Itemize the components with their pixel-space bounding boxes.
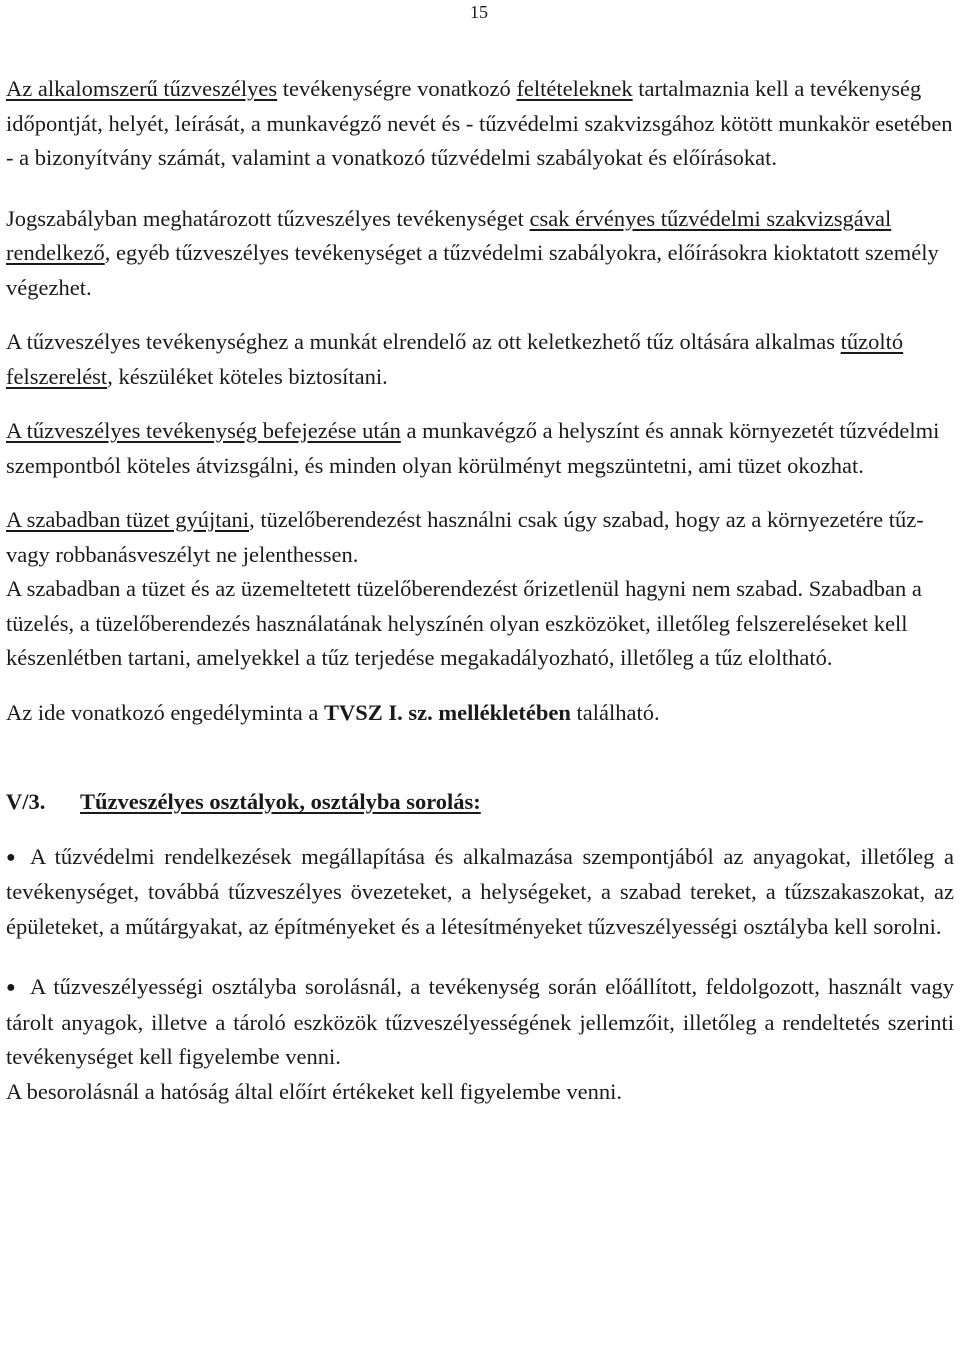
bullet-item-1: [6, 840, 954, 945]
document-body: [6, 72, 954, 1109]
bullet-text: A tűzvédelmi rendelkezések megállapítása és alkalmazása szempontjából az anyagokat, illetőleg a tevékenységet, továbbá tűzveszélyes övezeteket, a helységeket, a szabad tereket, a tűzszakaszokat, az épületeket, a műtárgyakat, az építményeket és a létesítményeket tűzveszélyességi osztályba kell sorolni.: [6, 843, 954, 939]
text-span: A tűzveszélyes tevékenységhez a munkát elrendelő az ott keletkezhető tűz oltására alkalmas: [6, 329, 841, 354]
underlined-text: feltételeknek: [516, 76, 633, 101]
bold-text: mellékletében: [438, 699, 571, 725]
text-span: található.: [570, 699, 660, 725]
paragraph-last: A besorolásnál a hatóság által előírt értékeket kell figyelembe venni.: [6, 1078, 623, 1104]
text-span: , készüléket köteles biztosítani.: [107, 363, 388, 389]
paragraph-3: [6, 325, 954, 394]
text-span: a munkavégző a helyszínt és annak környezetét tűzvédelmi szempontból köteles átvizsgálni, és minden olyan körülményt megszüntetni, ami tüzet okozhat.: [6, 418, 940, 478]
page-number: 15: [470, 2, 488, 22]
text-span: Jogszabályban meghatározott tűzveszélyes tevékenységet: [6, 205, 530, 231]
section-number: V/3.: [6, 789, 46, 814]
underlined-text: csak érvényes tűzvédelmi szakvizsgával rendelkező: [6, 205, 892, 265]
text-span: , egyéb tűzveszélyes tevékenységet a tűzvédelmi szabályokra, előírásokra kioktatott személy végezhet.: [6, 240, 939, 300]
text-span: tartalmaznia kell a tevékenység időpontját, helyét, leírását, a munkavégző nevét és - tűzvédelmi szakvizsgához kötött munkakör esetében - a bizonyítvány számát, valamint a vonatkozó tűzvédelmi szabályokat és előírásokat.: [6, 76, 953, 170]
paragraph-5: [6, 503, 954, 572]
underlined-text: tűzoltó felszerelést: [6, 329, 904, 389]
paragraph-4: [6, 414, 954, 483]
paragraph-2: [6, 202, 954, 306]
bullet-item-2: [6, 970, 954, 1075]
text-span: , tüzelőberendezést használni csak úgy szabad, hogy az a környezetére tűz- vagy robbanásveszélyt ne jelenthessen.: [6, 507, 924, 567]
underlined-text: A szabadban tüzet gyújtani: [6, 507, 250, 532]
paragraph-6: A szabadban a tüzet és az üzemeltetett tüzelőberendezést őrizetlenül hagyni nem szabad. Szabadban a tüzelés, a tüzelőberendezés használatának helyszínén olyan eszközöket, illetőleg felszereléseket kell készenlétben tartani, amelyekkel a tűz terjedése megakadályozható, illetőleg a tűz eloltható.: [6, 576, 922, 670]
section-heading: [6, 785, 954, 820]
text-span: Az ide vonatkozó engedélyminta a: [6, 699, 325, 725]
bold-text: TVSZ I. sz.: [324, 699, 433, 725]
bullet-icon: ●: [6, 979, 16, 996]
bullet-icon: ●: [6, 848, 16, 866]
paragraph-7: [6, 696, 954, 731]
underlined-text: Az alkalomszerű tűzveszélyes: [6, 76, 278, 101]
text-span: tevékenységre vonatkozó: [277, 76, 517, 101]
section-title: Tűzveszélyes osztályok, osztályba sorolás:: [80, 789, 481, 814]
underlined-text: A tűzveszélyes tevékenység befejezése után: [6, 418, 401, 443]
paragraph-1: [6, 72, 954, 176]
bullet-text: A tűzveszélyességi osztályba sorolásnál, a tevékenység során előállított, feldolgozott, használt vagy tárolt anyagok, illetve a tároló eszközök tűzveszélyességének jellemzőit, illetőleg a rendeltetés szerinti tevékenységet kell figyelembe venni.: [6, 974, 954, 1069]
